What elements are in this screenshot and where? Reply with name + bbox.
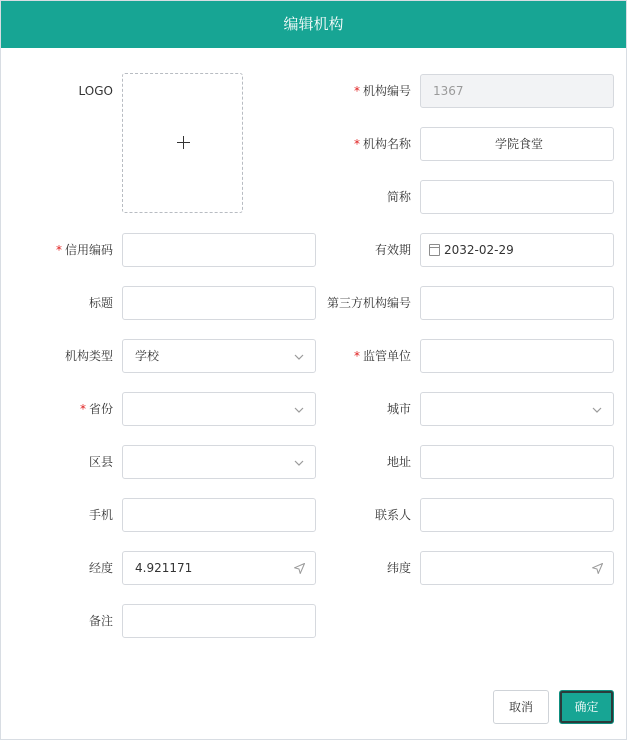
valid-until-label: 有效期 (374, 243, 411, 257)
longitude-label: 经度 (88, 561, 113, 575)
location-arrow-icon[interactable] (591, 562, 604, 575)
district-select[interactable] (122, 445, 316, 479)
latitude-label: 纬度 (386, 561, 411, 575)
chevron-down-icon (293, 457, 305, 469)
address-field[interactable] (420, 445, 614, 479)
remark-field[interactable] (122, 604, 316, 638)
dialog-title: 编辑机构 (1, 1, 626, 48)
cancel-button[interactable]: 取消 (493, 690, 549, 724)
org-code-value: 1367 (433, 84, 464, 98)
chevron-down-icon (293, 404, 305, 416)
chevron-down-icon (293, 351, 305, 363)
logo-label: LOGO (78, 84, 113, 98)
supervisor-label: * 监管单位 (353, 349, 411, 363)
org-name-value: 学院食堂 (495, 137, 544, 151)
third-party-code-field[interactable] (420, 286, 614, 320)
supervisor-field[interactable] (420, 339, 614, 373)
city-select[interactable] (420, 392, 614, 426)
valid-until-field[interactable] (420, 233, 614, 267)
phone-field[interactable] (122, 498, 316, 532)
city-label: 城市 (386, 402, 411, 416)
calendar-icon (429, 244, 440, 256)
confirm-button[interactable]: 确定 (559, 690, 614, 724)
credit-code-label: * 信用编码 (55, 243, 113, 257)
org-type-label: 机构类型 (64, 349, 113, 363)
chevron-down-icon (591, 404, 603, 416)
short-name-label: 简称 (386, 190, 411, 204)
logo-upload[interactable] (122, 73, 243, 213)
latitude-field[interactable] (420, 551, 614, 585)
contact-label: 联系人 (374, 508, 411, 522)
phone-label: 手机 (88, 508, 113, 522)
org-type-select[interactable] (122, 339, 316, 373)
province-label: * 省份 (79, 402, 113, 416)
org-code-label: * 机构编号 (353, 84, 411, 98)
longitude-value: 4.921171 (135, 561, 193, 575)
third-party-code-label: 第三方机构编号 (326, 296, 411, 310)
credit-code-field[interactable] (122, 233, 316, 267)
province-select[interactable] (122, 392, 316, 426)
org-name-label: * 机构名称 (353, 137, 411, 151)
district-label: 区县 (88, 455, 113, 469)
title-label: 标题 (88, 296, 113, 310)
remark-label: 备注 (88, 614, 113, 628)
longitude-field[interactable] (122, 551, 316, 585)
short-name-field[interactable] (420, 180, 614, 214)
org-type-value: 学校 (135, 349, 160, 363)
contact-field[interactable] (420, 498, 614, 532)
title-field[interactable] (122, 286, 316, 320)
valid-until-value: 2032-02-29 (444, 243, 514, 257)
org-code-field[interactable] (420, 74, 614, 108)
location-arrow-icon[interactable] (293, 562, 306, 575)
org-name-field[interactable] (420, 127, 614, 161)
address-label: 地址 (386, 455, 411, 469)
